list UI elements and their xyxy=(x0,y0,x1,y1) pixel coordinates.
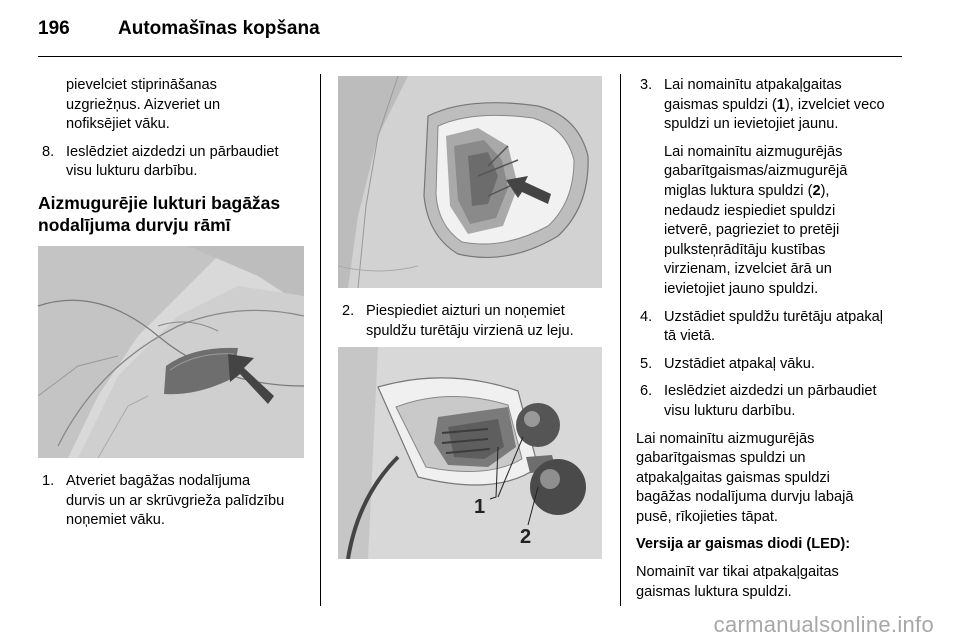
step-number: 2. xyxy=(342,303,355,319)
column-divider-2 xyxy=(620,74,621,606)
bulb-2 xyxy=(530,459,586,515)
step-number: 3. xyxy=(640,77,653,93)
step-5: 5. Uzstādiet atpakaļ vāku. xyxy=(636,355,906,375)
led-paragraph: Nomainīt var tikai atpakaļgaitas gaismas luktura spuldzi. xyxy=(636,564,839,600)
watermark: carmanualsonline.info xyxy=(713,612,934,637)
step-4: 4. Uzstādiet spuldžu turētāju atpakaļ tā vietā. xyxy=(640,308,884,345)
note-paragraph: Lai nomainītu aizmugurējās gabarītgaismas spuldzi un atpakaļgaitas gaismas spuldzi bagāžas nodalījuma durvju labajā pusē, rīkojieties tāpat. xyxy=(636,430,854,525)
section-heading: Aizmugurējie lukturi bagāžas nodalījuma durvju rāmī xyxy=(38,192,281,235)
callout-1: 1 xyxy=(474,496,486,519)
step-number: 1. xyxy=(42,472,55,489)
bulb-1 xyxy=(516,403,560,447)
column-divider-1 xyxy=(320,74,321,606)
step-number: 4. xyxy=(640,308,653,325)
figure-bulb-holder xyxy=(338,347,602,559)
column-3 xyxy=(636,76,906,610)
step-3-continued: Lai nomainītu aizmugurējās gabarītgaismas/aizmugurējā miglas luktura spuldzi (2), nedaudz iespiediet spuldzi ietverē, pagrieziet to pretēji pulksteņrādītāju kustības virzienam, izvelciet ārā un ievietojiet jauno spuldzi. xyxy=(664,143,848,297)
page-title: Automašīnas kopšana xyxy=(118,18,320,39)
step-1: 1. Atveriet bagāžas nodalījuma durvis un ar skrūvgrieža palīdzību noņemiet vāku. xyxy=(42,472,285,529)
column-2 xyxy=(338,76,606,573)
page-number: 196 xyxy=(38,18,70,39)
step-number: 5. xyxy=(640,355,653,372)
step-2: 2. Piespiediet aizturi un noņemiet spuldžu turētāju virzienā uz leju. xyxy=(342,303,574,339)
column-1 xyxy=(38,76,306,539)
step-6: 6. Ieslēdziet aizdedzi un pārbaudiet visu lukturu darbību. xyxy=(640,383,877,419)
header-rule xyxy=(38,56,902,57)
led-heading: Versija ar gaismas diodi (LED): xyxy=(636,536,851,553)
figure-tailgate-cover xyxy=(38,246,304,458)
step-number: 6. xyxy=(640,383,653,400)
figure-lamp-housing xyxy=(338,76,602,288)
step-number: 8. xyxy=(42,143,55,160)
continued-step-text: pievelciet stiprināšanas uzgriežņus. Aizveriet un nofiksējiet vāku. xyxy=(66,77,221,133)
step-3: 3. Lai nomainītu atpakaļgaitas gaismas spuldzi (1), izvelciet veco spuldzi un ievietojiet jaunu. xyxy=(640,77,885,133)
callout-2: 2 xyxy=(520,526,532,549)
step-8: 8. Ieslēdziet aizdedzi un pārbaudiet visu lukturu darbību. xyxy=(42,143,279,180)
